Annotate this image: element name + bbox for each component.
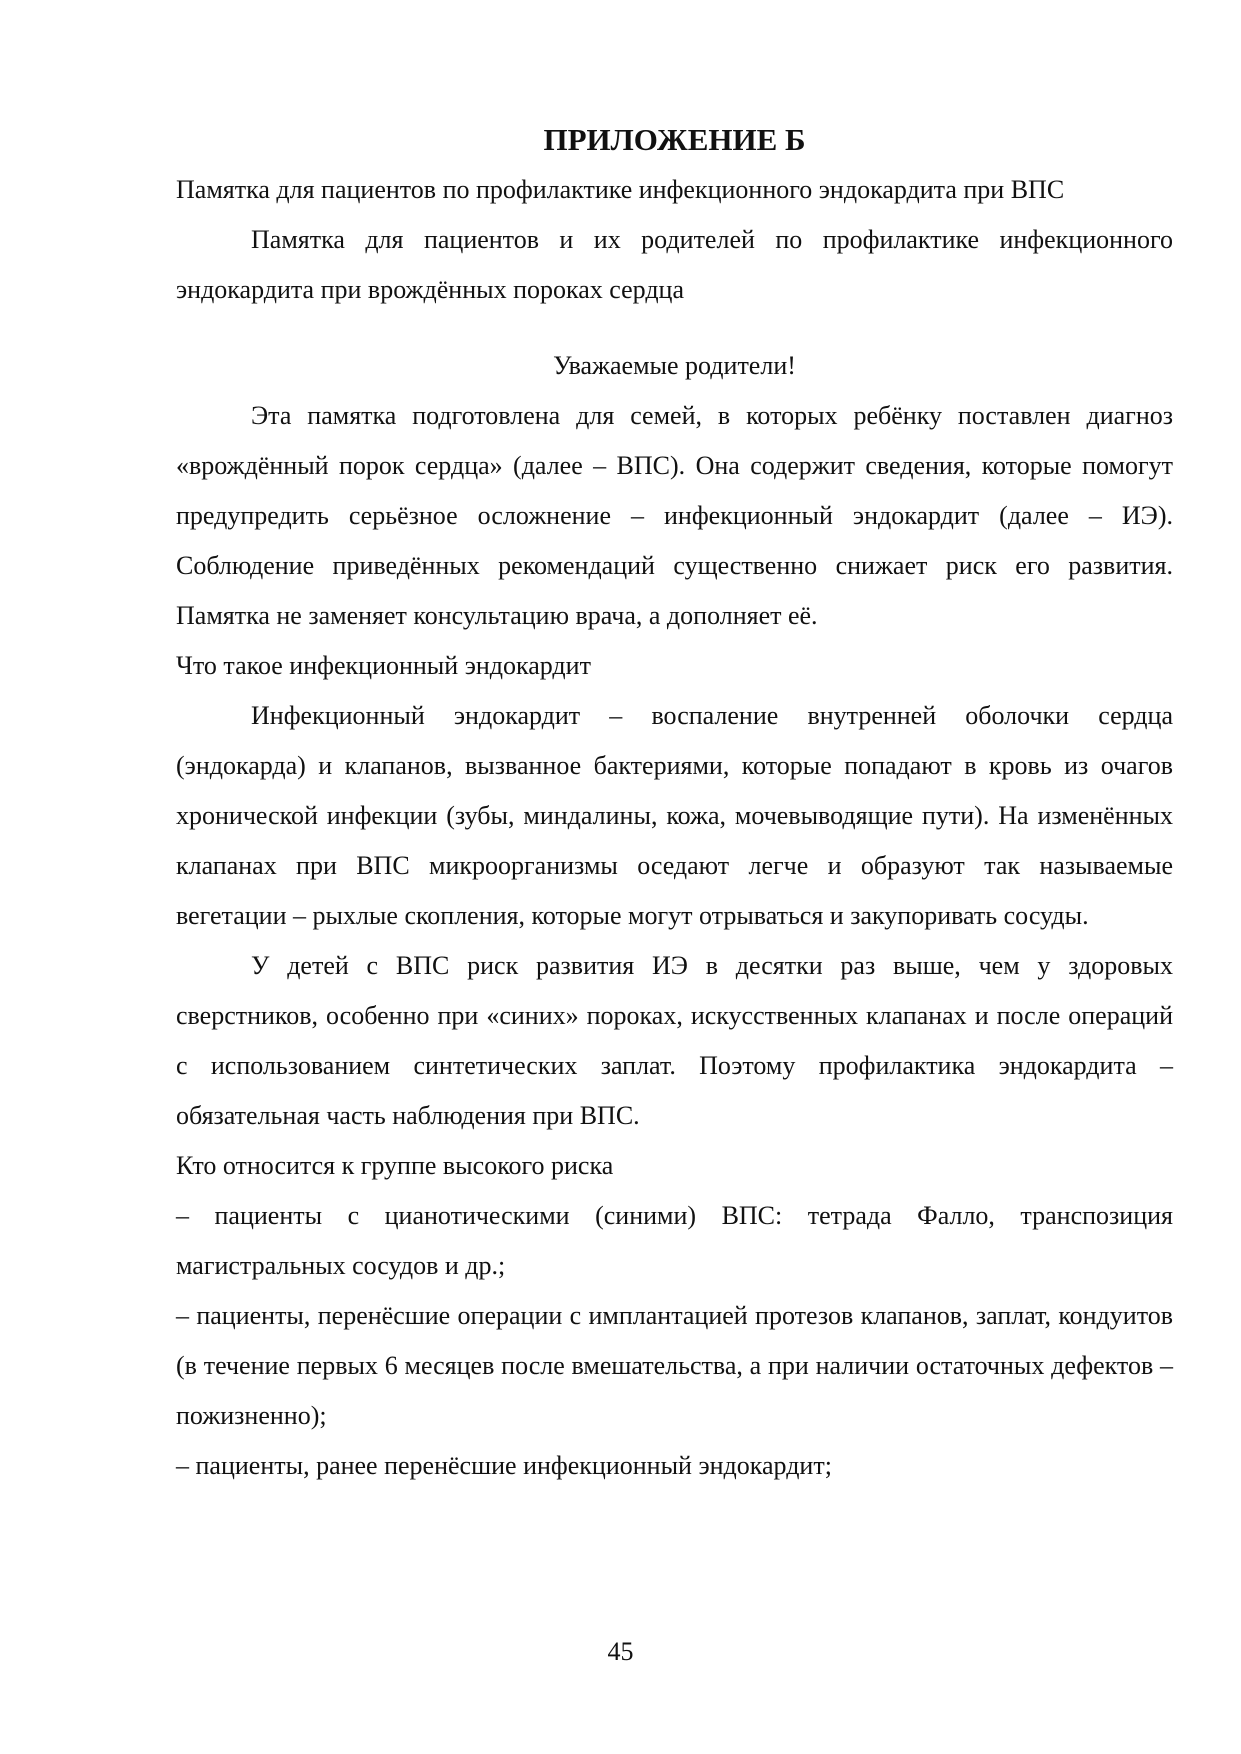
document-page xyxy=(176,115,1173,1491)
memo-title: Памятка для пациентов и их родителей по профилактике инфекционного эндокардита при врождённых пороках сердца xyxy=(176,225,1173,304)
section-heading-high-risk: Кто относится к группе высокого риска xyxy=(176,1151,614,1180)
section-paragraph: Инфекционный эндокардит – воспаление внутренней оболочки сердца (эндокарда) и клапанов, вызванное бактериями, которые попадают в кровь из очагов хронической инфекции (зубы, миндалины, кожа, мочевыводящие пути). На изменённых клапанах при ВПС микроорганизмы оседают легче и образуют так называемые вегетации – рыхлые скопления, которые могут отрываться и закупоривать сосуды. xyxy=(176,701,1173,930)
section-paragraph: У детей с ВПС риск развития ИЭ в десятки раз выше, чем у здоровых сверстников, особенно при «синих» пороках, искусственных клапанах и после операций с использованием синтетических заплат. Поэтому профилактика эндокардита – обязательная часть наблюдения при ВПС. xyxy=(176,951,1173,1130)
intro-paragraph: Эта памятка подготовлена для семей, в которых ребёнку поставлен диагноз «врождённый порок сердца» (далее – ВПС). Она содержит сведения, которые помогут предупредить серьёзное осложнение – инфекционный эндокардит (далее – ИЭ). Соблюдение приведённых рекомендаций существенно снижает риск его развития. Памятка не заменяет консультацию врача, а дополняет её. xyxy=(176,401,1173,630)
section-heading-what-is: Что такое инфекционный эндокардит xyxy=(176,651,591,680)
appendix-title: ПРИЛОЖЕНИЕ Б xyxy=(543,122,806,157)
page-number: 45 xyxy=(607,1637,634,1666)
list-item: – пациенты с цианотическими (синими) ВПС: тетрада Фалло, транспозиция магистральных сосудов и др.; xyxy=(176,1201,1173,1280)
list-item: – пациенты, ранее перенёсшие инфекционный эндокардит; xyxy=(176,1451,832,1480)
greeting: Уважаемые родители! xyxy=(553,351,796,380)
document-subtitle: Памятка для пациентов по профилактике инфекционного эндокардита при ВПС xyxy=(176,175,1065,204)
list-item: – пациенты, перенёсшие операции с имплантацией протезов клапанов, заплат, кондуитов (в течение первых 6 месяцев после вмешательства, а при наличии остаточных дефектов – пожизненно); xyxy=(176,1301,1173,1430)
